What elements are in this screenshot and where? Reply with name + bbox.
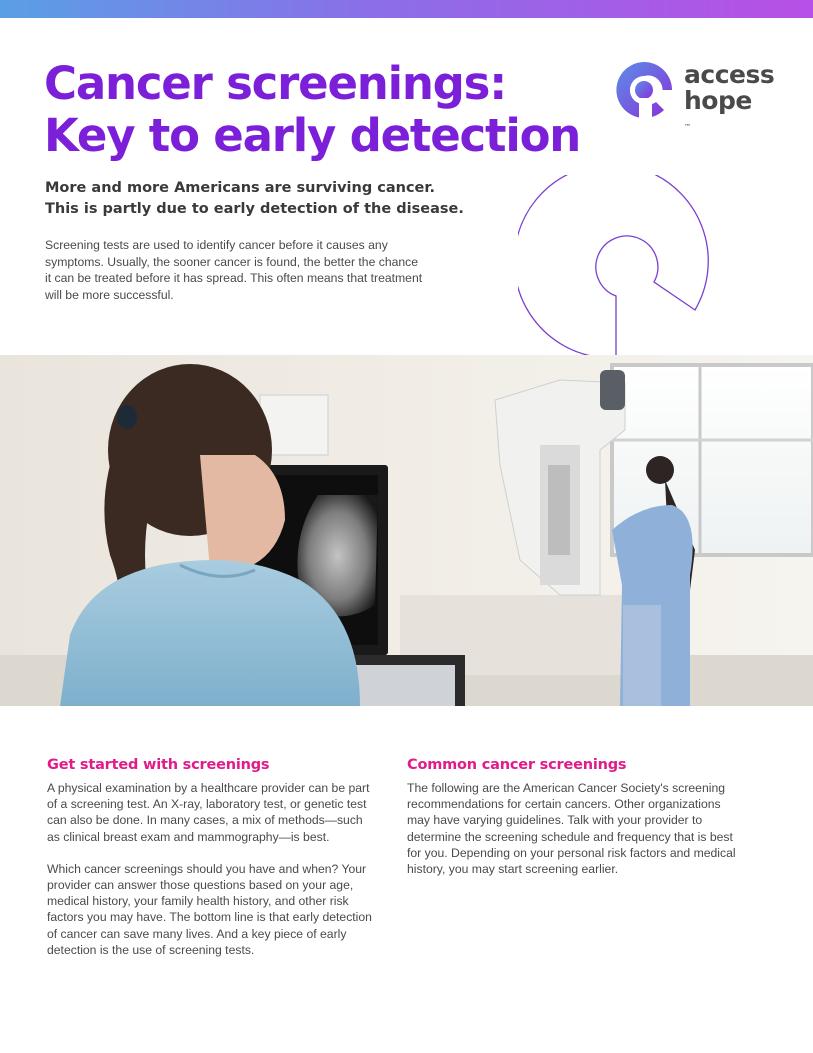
intro-lead-line-1: More and more Americans are surviving cancer. [45,180,435,196]
section-heading-common-screenings: Common cancer screenings [407,757,627,773]
mammography-photo [0,355,813,706]
logo-word-access: access [684,60,775,89]
intro-lead-line-2: This is partly due to early detection of the disease. [45,201,464,217]
page-title [44,58,584,162]
section-common-screenings [407,756,737,877]
logo-trademark: ™ [684,123,691,131]
access-hope-logo-icon [614,60,674,120]
page-title-line-2: Key to early detection [44,109,581,162]
get-started-paragraph-2: Which cancer screenings should you have and when? Your provider can answer those questions based on your age, medical history, your family health history, and other risk factors you may have. The bottom line is that early detection of cancer can save many lives. And a key piece of early detection is the use of screening tests. [47,861,372,957]
page-title-line-1: Cancer screenings: [44,57,507,110]
access-hope-wordmark [684,62,774,140]
top-gradient-bar [0,0,813,18]
decorative-logo-outline [518,175,728,357]
intro-body: Screening tests are used to identify cancer before it causes any symptoms. Usually, the sooner cancer is found, the better the chance it can be treated before it has spread. This often means that treatment will be more successful. [45,238,423,302]
section-get-started [47,756,377,958]
common-screenings-paragraph: The following are the American Cancer Society's screening recommendations for certain cancers. Other organizations may have varying guidelines. Talk with your provider to determine the screening schedule and frequency that is best for you. Depending on your personal risk factors and medical history, you may start screening earlier. [407,781,736,877]
get-started-paragraph-1: A physical examination by a healthcare provider can be part of a screening test. An X-ray, laboratory test, or genetic test can also be done. In many cases, a mix of methods—such as clinical breast exam and mammography—is best. [47,781,370,844]
access-hope-logo [614,60,794,131]
logo-word-hope: hope [684,86,752,115]
section-heading-get-started: Get started with screenings [47,757,270,773]
intro-lead [45,178,465,220]
